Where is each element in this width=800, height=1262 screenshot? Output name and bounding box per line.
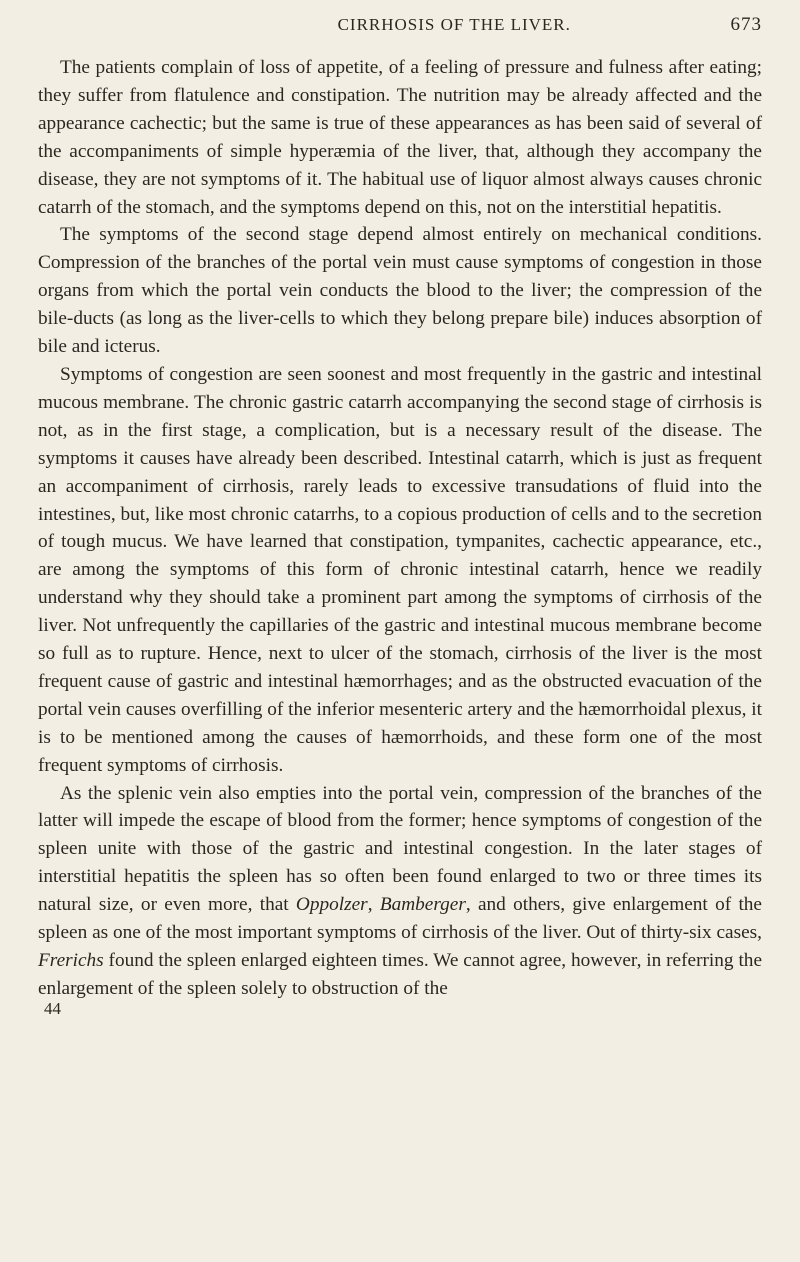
paragraph: Symptoms of congestion are seen soonest and most frequently in the gastric and intestinal mucous membrane. The chronic gastric catarrh accompanying the second stage of cirrhosis is not, as in the first stage, a complication, but is a necessary result of the disease. The symptoms it causes have already been described. Intestinal catarrh, which is just as frequent an accompaniment of cirrhosis, rarely leads to excessive transudations of fluid into the intestines, but, like most chronic catarrhs, to a copious production of cells and to the secretion of tough mucus. We have learned that constipation, tympanites, cachectic appearance, etc., are among the symptoms of this form of chronic intestinal catarrh, hence we readily understand why they should take a prominent part among the symptoms of cirrhosis of the liver. Not unfrequently the capillaries of the gastric and intestinal mucous membrane become so full as to rupture. Hence, next to ulcer of the stomach, cirrhosis of the liver is the most frequent cause of gastric and intestinal hæmorrhages; and as the obstructed evacuation of the portal vein causes overfilling of the inferior mesenteric artery and the hæmorrhoidal plexus, it is to be mentioned among the causes of hæmorrhoids, and these form one of the most frequent symptoms of cirrhosis. [38, 363, 762, 776]
text-run: found the spleen enlarged eighteen times. We cannot agree, however, in referring the enlargement of the spleen solely to obstruction of the [38, 950, 762, 999]
text-run: As the splenic vein also empties into the portal vein, compression of the branches of the latter will impede the escape of blood from the former; hence symptoms of congestion of the spleen unite with those of the gastric and intestinal congestion. In the later stages of interstitial hepatitis the spleen has so often been found enlarged to two or three times its natural size, or even more, that [38, 782, 762, 916]
cited-author: Bamberger [379, 894, 466, 916]
text-run: , and others, give enlargement of the spleen as one of the most important symptoms of cirrhosis of the liver. Out of thirty-six cases, [38, 894, 762, 944]
page-number: 673 [730, 14, 762, 35]
signature-mark: 44 [44, 998, 61, 1018]
cited-author: Frerichs [38, 950, 104, 971]
text-run: , [367, 894, 380, 916]
paragraph: The patients complain of loss of appetite, of a feeling of pressure and fulness after eating; they suffer from flatulence and constipation. The nutrition may be already affected and the appearance cachectic; but the same is true of these appearances as has been said of several of the accompaniments of simple hyperæmia of the liver, that, although they accompany the disease, they are not symptoms of it. The habitual use of liquor almost always causes chronic catarrh of the stomach, and the symptoms depend on this, not on the interstitial hepatitis. [38, 57, 762, 218]
cited-author: Oppolzer [295, 894, 368, 916]
body-text [38, 54, 762, 1003]
paragraph [38, 780, 762, 1003]
paragraph: The symptoms of the second stage depend almost entirely on mechanical conditions. Compression of the branches of the portal vein must cause symptoms of congestion in those organs from which the portal vein conducts the blood to the liver; the compression of the bile-ducts (as long as the liver-cells to which they belong prepare bile) induces absorption of bile and icterus. [38, 224, 762, 358]
page-header [38, 14, 762, 42]
running-head: CIRRHOSIS OF THE LIVER. [337, 15, 571, 34]
